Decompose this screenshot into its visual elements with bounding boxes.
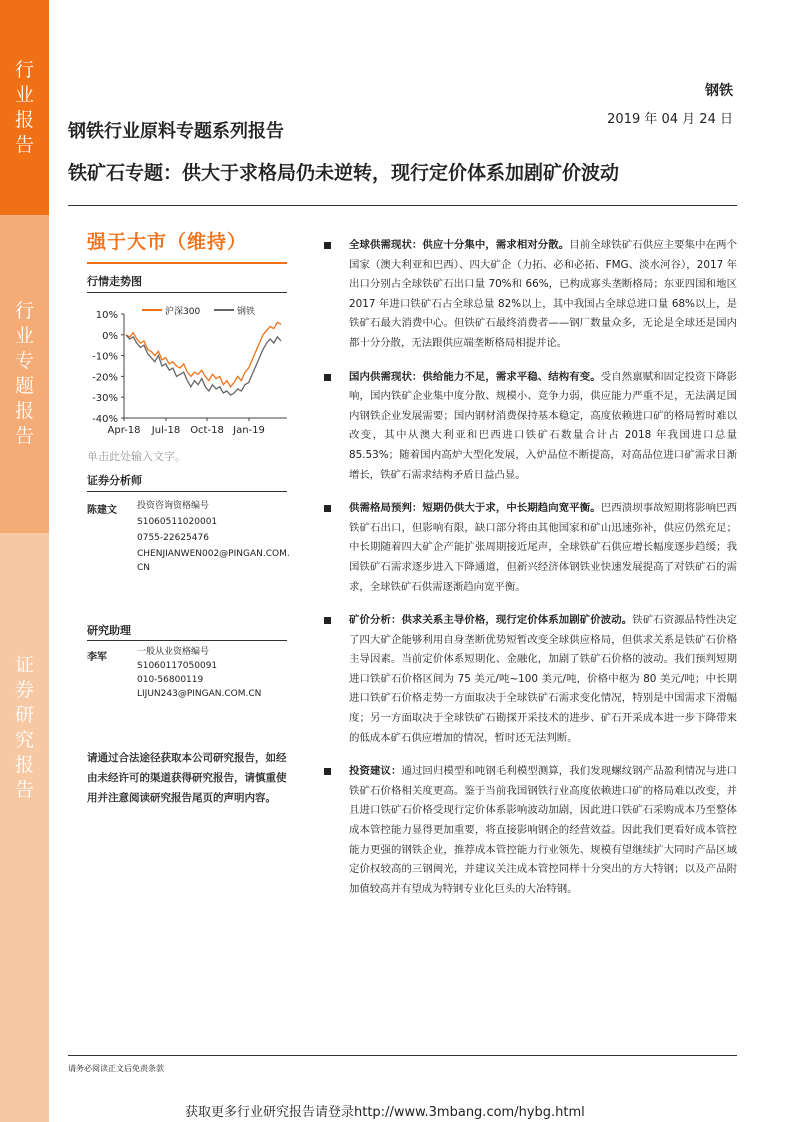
sidebar-char: 告 (14, 425, 34, 447)
y-tick-label: -20% (92, 372, 118, 384)
sidebar (0, 0, 49, 1122)
rating-underline (87, 262, 287, 264)
sidebar-securities-research (0, 533, 49, 1122)
sidebar-char: 报 (14, 400, 34, 422)
chart-title-divider (87, 292, 287, 293)
bullet-marker (324, 505, 331, 512)
legend-label: 钢铁 (237, 307, 256, 317)
y-tick-label: 0% (102, 330, 118, 342)
sidebar-char: 告 (14, 133, 34, 156)
sidebar-char: 券 (14, 679, 34, 701)
sidebar-char: 报 (14, 108, 34, 131)
rating: 强于大市（维持） (87, 231, 248, 253)
analyst-phone: 0755-22625476 (137, 533, 209, 543)
sidebar-char: 行 (14, 58, 34, 81)
x-tick-label: Oct-18 (190, 425, 224, 436)
analyst-cert-no: S1060511020001 (137, 517, 218, 527)
assistant-cert-label: 一般从业资格编号 (137, 647, 210, 657)
bullet-supply-demand-forecast: 供需格局预判：短期仍供大于求，中长期趋向宽平衡。巴西溃坝事故短期将影响巴西铁矿石出口，但影响有限，缺口部分将由其他国家和矿山迅速弥补，供应仍然充足；中长期随着四大矿企产能扩张周期接近尾声，全球铁矿石供应增长幅度逐步趋缓；我国铁矿石需求逐步进入下降通道，但新兴经济体钢铁业快速发展提高了对铁矿石的需求，全球铁矿石供需逐渐趋向宽平衡。 (322, 499, 737, 597)
bullet-marker (324, 374, 331, 381)
legend-label: 沪深300 (165, 307, 201, 317)
sidebar-char: 业 (14, 325, 34, 347)
bullet-global-supply-demand: 全球供需现状：供应十分集中，需求相对分散。目前全球铁矿石供应主要集中在两个国家（澳大利亚和巴西）、四大矿企（力拓、必和必拓、FMG、淡水河谷），2017 年出口分别占全球铁矿石出口量 70%和 66%，已构成寡头垄断格局；东亚四国和地区 2017 年进口铁矿石占全球总量 82%以上，其中我国占全球总进口量 68%以上，是铁矿石最大消费中心。但铁矿石最终消费者——钢厂数量众多，无论是全球还是国内都十分分散，无法跟供应端垄断格局相提并论。 (322, 236, 737, 354)
sidebar-report-category (0, 215, 49, 533)
bullet-marker (324, 242, 331, 249)
more-reports-link[interactable]: 获取更多行业研究报告请登录http://www.3mbang.com/hybg.html (185, 1105, 585, 1120)
sidebar-char: 告 (14, 779, 34, 801)
x-tick-label: Jan-19 (233, 425, 265, 436)
bullet-price-analysis: 矿价分析：供求关系主导价格，现行定价体系加剧矿价波动。铁矿石资源品特性决定了四大矿企能够利用自身垄断优势短暂改变全球供应格局，但供求关系是铁矿石价格主导因素。当前定价体系短期化、金融化，加剧了铁矿石价格的波动。我们预判短期进口铁矿石价格区间为 75 美元/吨~100 美元/吨，价格中枢为 80 美元/吨；中长期进口铁矿石价格走势一方面取决于全球铁矿石需求变化情况，特别是中国需求下滑幅度；另一方面取决于全球铁矿石勘探开采技术的进步、矿石开采成本进一步下降带来的低成本矿石供应增加的情况，暂时还无法判断。 (322, 611, 737, 748)
series-line-steel (126, 335, 281, 395)
market-trend-chart (82, 296, 292, 442)
footer-divider (68, 1055, 737, 1056)
y-tick-label: -30% (92, 393, 118, 405)
sidebar-char: 行 (14, 300, 34, 322)
analyst-cert-label: 投资咨询资格编号 (137, 501, 210, 511)
sidebar-char: 报 (14, 754, 34, 776)
assistant-email[interactable]: LIJUN243@PINGAN.COM.CN (137, 689, 262, 699)
sidebar-char: 证 (14, 654, 34, 676)
bullet-marker (324, 768, 331, 775)
sidebar-char: 业 (14, 83, 34, 106)
report-series: 钢铁行业原料专题系列报告 (68, 121, 284, 142)
bullet-investment-advice: 投资建议：通过回归模型和吨钢毛利模型测算，我们发现螺纹钢产品盈利情况与进口铁矿石价格相关度更高。鉴于当前我国钢铁行业高度依赖进口矿的格局难以改变，并且进口铁矿石价格受现行定价体系影响波动加剧，因此进口铁矿石采购成本乃至整体成本管控能力显得更加重要，将直接影响钢企的经营效益。因此我们更看好成本管控能力更强的钢铁企业，推荐成本管控能力行业领先、规模有望继续扩大同时产品区域定价权较高的三钢闽光，并建议关注成本管控同样十分突出的方大特钢；以及产品附加值较高并有望成为特钢专业化巨头的大冶特钢。 (322, 762, 737, 899)
y-tick-label: 10% (95, 310, 118, 321)
sidebar-char: 究 (14, 729, 34, 751)
report-date: 2019 年 04 月 24 日 (607, 112, 733, 127)
analyst-heading: 证券分析师 (87, 474, 142, 487)
summary-bullets (322, 236, 737, 913)
assistant-name: 李军 (87, 652, 107, 663)
report-title: 铁矿石专题：供大于求格局仍未逆转，现行定价体系加剧矿价波动 (68, 162, 620, 184)
analyst-email[interactable]: CHENJIANWEN002@PINGAN.COM. (137, 549, 290, 559)
assistant-phone: 010-56800119 (137, 675, 204, 685)
y-tick-label: -40% (92, 414, 118, 425)
analyst-divider (87, 491, 287, 492)
x-tick-label: Apr-18 (107, 425, 141, 436)
analyst-email-cont: CN (137, 563, 151, 573)
analyst-details (137, 499, 290, 575)
x-tick-label: Jul-18 (151, 425, 181, 436)
analyst-name: 陈建文 (87, 505, 117, 516)
sidebar-char: 题 (14, 375, 34, 397)
sidebar-report-type (0, 0, 49, 215)
assistant-divider (87, 640, 287, 641)
chart-title: 行情走势图 (87, 275, 142, 288)
sidebar-char: 研 (14, 704, 34, 726)
bullet-marker (324, 617, 331, 624)
assistant-cert-no: S1060117050091 (137, 661, 218, 671)
disclaimer-note: 请务必阅读正文后免责条款 (68, 1064, 164, 1073)
chart-placeholder-note: 单击此处输入文字。 (87, 450, 186, 463)
compliance-note: 请通过合法途径获取本公司研究报告，如经由未经许可的渠道获得研究报告，请慎重使用并注意阅读研究报告尾页的声明内容。 (87, 752, 287, 804)
title-divider (68, 205, 737, 206)
bullet-domestic-supply-demand: 国内供需现状：供给能力不足，需求平稳、结构有变。受自然禀赋和固定投资下降影响，国内铁矿企业集中度分散、规模小、竞争力弱，供应能力严重不足，无法满足国内钢铁企业发展需要；国内钢材消费保持基本稳定，高度依赖进口矿的格局暂时难以改变，其中从澳大利亚和巴西进口铁矿石数量合计占 2018 年我国进口总量 85.53%；随着国内高炉大型化发展，入炉品位不断提高，对高品位进口矿需求日渐增长，铁矿石需求结构矛盾日益凸显。 (322, 368, 737, 486)
assistant-details (137, 645, 261, 701)
sidebar-char: 专 (14, 350, 34, 372)
y-tick-label: -10% (92, 351, 118, 363)
industry-label: 钢铁 (705, 83, 733, 99)
assistant-heading: 研究助理 (87, 624, 131, 637)
